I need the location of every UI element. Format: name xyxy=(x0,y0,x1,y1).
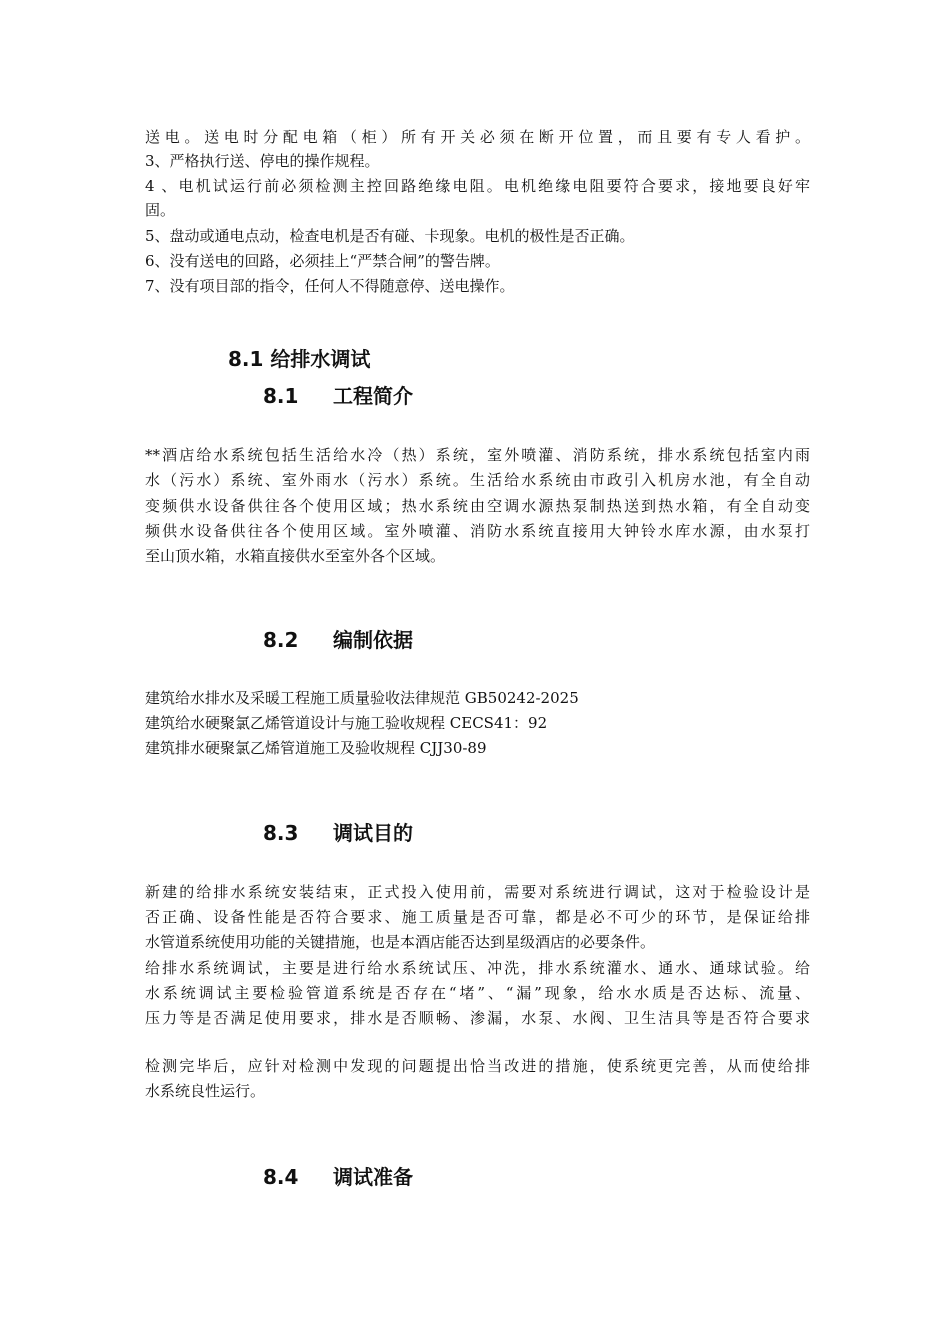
paragraph-line: 压力等是否满足使用要求，排水是否顺畅、渗漏，水泵、水阀、卫生洁具等是否符合要求 xyxy=(145,1009,810,1027)
reference-line: 建筑排水硬聚氯乙烯管道施工及验收规程 CJJ30-89 xyxy=(145,739,487,757)
section-heading xyxy=(263,819,413,847)
paragraph-line: 检测完毕后，应针对检测中发现的问题提出恰当改进的措施，使系统更完善，从而使给排 xyxy=(145,1057,810,1075)
reference-line: 建筑给水排水及采暖工程施工质量验收法律规范 GB50242-2025 xyxy=(145,689,579,707)
section-number: 8.1 xyxy=(263,384,299,408)
intro-line: 7、没有项目部的指令，任何人不得随意停、送电操作。 xyxy=(145,277,515,295)
paragraph-line: 频供水设备供往各个使用区域。室外喷灌、消防水系统直接用大钟铃水库水源，由水泵打 xyxy=(145,522,810,540)
paragraph-line: 至山顶水箱，水箱直接供水至室外各个区域。 xyxy=(145,547,446,565)
paragraph-line: 新建的给排水系统安装结束，正式投入使用前，需要对系统进行调试，这对于检验设计是 xyxy=(145,883,810,901)
section-number: 8.4 xyxy=(263,1165,299,1189)
intro-line: 6、没有送电的回路，必须挂上“严禁合闸”的警告牌。 xyxy=(145,252,500,270)
section-number: 8.2 xyxy=(263,628,299,652)
section-title: 工程简介 xyxy=(333,384,413,408)
section-heading xyxy=(263,626,413,654)
intro-line: 固。 xyxy=(145,201,176,219)
paragraph-line: **酒店给水系统包括生活给水冷（热）系统，室外喷灌、消防系统，排水系统包括室内雨 xyxy=(145,446,810,464)
section-title: 调试目的 xyxy=(333,821,413,845)
intro-line: 4 、电机试运行前必须检测主控回路绝缘电阻。电机绝缘电阻要符合要求，接地要良好牢 xyxy=(145,177,810,195)
paragraph-line: 水系统调试主要检验管道系统是否存在“堵”、“漏”现象，给水水质是否达标、流量、 xyxy=(145,984,810,1002)
intro-line: 送电。送电时分配电箱（柜）所有开关必须在断开位置，而且要有专人看护。 xyxy=(145,128,810,146)
chapter-title: 8.1 给排水调试 xyxy=(228,347,371,371)
reference-line: 建筑给水硬聚氯乙烯管道设计与施工验收规程 CECS41：92 xyxy=(145,714,548,732)
section-title: 调试准备 xyxy=(333,1165,413,1189)
paragraph-line: 变频供水设备供往各个使用区域；热水系统由空调水源热泵制热送到热水箱，有全自动变 xyxy=(145,497,810,515)
section-heading xyxy=(263,382,413,410)
section-number: 8.3 xyxy=(263,821,299,845)
section-title: 编制依据 xyxy=(333,628,413,652)
paragraph-line: 否正确、设备性能是否符合要求、施工质量是否可靠，都是必不可少的环节，是保证给排 xyxy=(145,908,810,926)
intro-line: 3、严格执行送、停电的操作规程。 xyxy=(145,152,380,170)
paragraph-line: 水管道系统使用功能的关键措施，也是本酒店能否达到星级酒店的必要条件。 xyxy=(145,933,656,951)
paragraph-line: 水系统良性运行。 xyxy=(145,1082,266,1100)
paragraph-line: 给排水系统调试，主要是进行给水系统试压、冲洗，排水系统灌水、通水、通球试验。给 xyxy=(145,959,810,977)
paragraph-line: 水（污水）系统、室外雨水（污水）系统。生活给水系统由市政引入机房水池，有全自动 xyxy=(145,471,810,489)
section-heading xyxy=(263,1163,413,1191)
intro-line: 5、盘动或通电点动，检查电机是否有碰、卡现象。电机的极性是否正确。 xyxy=(145,227,635,245)
